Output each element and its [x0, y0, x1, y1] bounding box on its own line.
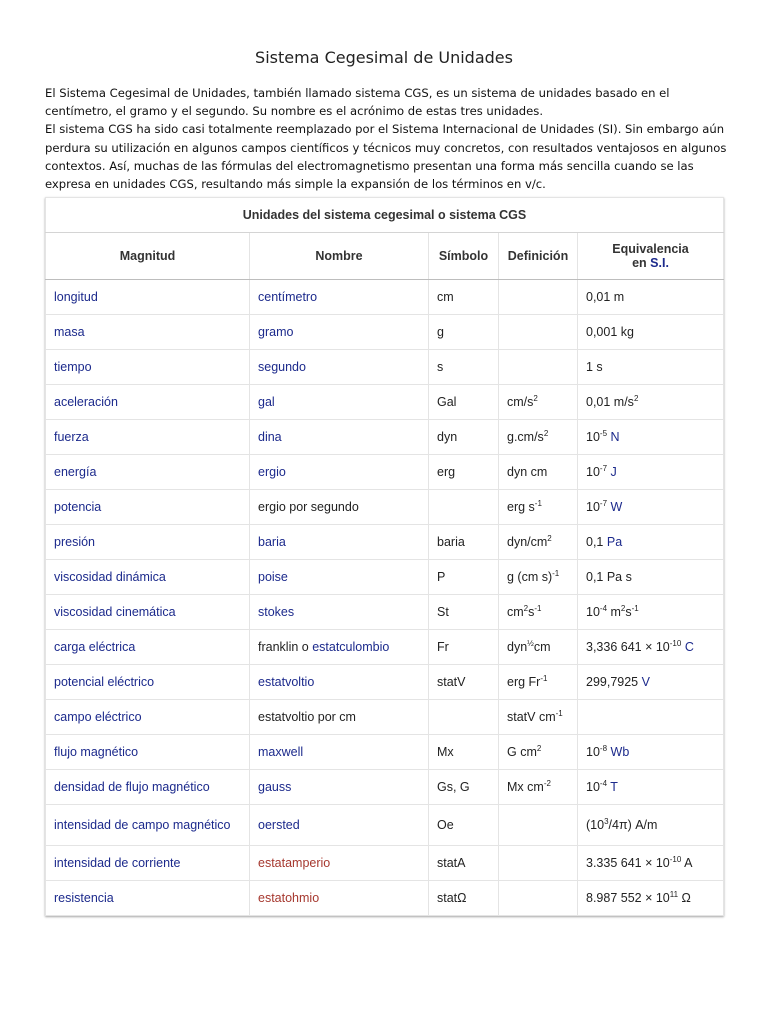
magnitud-link[interactable]: viscosidad dinámica: [54, 570, 166, 584]
cell-definicion: [499, 665, 578, 700]
definicion-text: dyn/cm: [507, 535, 548, 549]
equivalencia-superscript: -7: [599, 464, 608, 473]
si-link[interactable]: S.I.: [650, 256, 669, 270]
equivalencia-superscript: -5: [599, 429, 608, 438]
equivalencia-text: 3.335 641 × 10: [586, 856, 670, 870]
nombre-link[interactable]: maxwell: [258, 745, 304, 759]
cell-magnitud: [46, 525, 250, 560]
cell-equivalencia: [578, 315, 724, 350]
cell-definicion: [499, 490, 578, 525]
definicion-superscript: -1: [555, 709, 563, 718]
magnitud-link[interactable]: fuerza: [54, 430, 89, 444]
equivalencia-superscript: 11: [669, 890, 679, 899]
equivalencia-text: 299,7925: [586, 675, 642, 689]
cell-simbolo: Gs, G: [429, 770, 499, 805]
cell-equivalencia: [578, 770, 724, 805]
definicion-superscript: -1: [534, 604, 542, 613]
page-title: Sistema Cegesimal de Unidades: [255, 48, 513, 67]
definicion-superscript: 2: [533, 394, 538, 403]
definicion-text: dyn: [507, 640, 528, 654]
equivalencia-superscript: 2: [620, 604, 626, 613]
magnitud-link[interactable]: potencia: [54, 500, 102, 514]
definicion-text: s: [528, 605, 535, 619]
nombre-unit-link[interactable]: estatculombio: [312, 640, 390, 654]
table-row: [46, 315, 724, 350]
definicion-superscript: -1: [540, 674, 548, 683]
table-row: [46, 420, 724, 455]
nombre-link[interactable]: baria: [258, 535, 286, 549]
equivalencia-text: 10: [586, 465, 600, 479]
table-row: [46, 525, 724, 560]
cell-equivalencia: [578, 846, 724, 881]
table-row: [46, 560, 724, 595]
equivalencia-text: A: [681, 856, 693, 870]
cell-simbolo: cm: [429, 280, 499, 315]
equivalencia-text: Ω: [678, 891, 691, 905]
magnitud-link[interactable]: aceleración: [54, 395, 118, 409]
cell-equivalencia: [578, 805, 724, 846]
equivalencia-text: /4π) A/m: [608, 818, 658, 832]
nombre-link[interactable]: dina: [258, 430, 282, 444]
cell-magnitud: [46, 490, 250, 525]
cell-simbolo: [429, 490, 499, 525]
cell-magnitud: [46, 846, 250, 881]
cell-equivalencia: [578, 665, 724, 700]
definicion-text: erg Fr: [507, 675, 541, 689]
cell-equivalencia: [578, 280, 724, 315]
equivalencia-text: 10: [586, 430, 600, 444]
cell-equivalencia: [578, 350, 724, 385]
magnitud-link[interactable]: intensidad de campo magnético: [54, 818, 231, 832]
cell-nombre: [250, 770, 429, 805]
magnitud-link[interactable]: carga eléctrica: [54, 640, 136, 654]
cell-definicion: [499, 881, 578, 916]
cell-magnitud: [46, 385, 250, 420]
cell-simbolo: Fr: [429, 630, 499, 665]
equivalencia-text: 0,01 m: [586, 290, 625, 304]
nombre-link[interactable]: ergio: [258, 465, 286, 479]
cell-definicion: [499, 595, 578, 630]
magnitud-link[interactable]: viscosidad cinemática: [54, 605, 176, 619]
equivalencia-unit-link[interactable]: N: [610, 430, 620, 444]
table-row: [46, 455, 724, 490]
definicion-text: dyn cm: [507, 465, 548, 479]
definicion-text: g.cm/s: [507, 430, 544, 444]
cell-nombre: [250, 455, 429, 490]
equivalencia-text: 1 s: [586, 360, 603, 374]
cell-nombre: [250, 350, 429, 385]
definicion-superscript: 2: [547, 534, 552, 543]
nombre-link[interactable]: poise: [258, 570, 288, 584]
cell-magnitud: [46, 455, 250, 490]
magnitud-link[interactable]: intensidad de corriente: [54, 856, 181, 870]
table-row: [46, 630, 724, 665]
magnitud-link[interactable]: resistencia: [54, 891, 114, 905]
cell-definicion: [499, 385, 578, 420]
cell-magnitud: [46, 735, 250, 770]
definicion-superscript: 2: [523, 604, 529, 613]
cell-simbolo: St: [429, 595, 499, 630]
cell-magnitud: [46, 420, 250, 455]
equivalencia-text: 0,001 kg: [586, 325, 634, 339]
equivalencia-text: 10: [586, 745, 600, 759]
header-simbolo: Símbolo: [429, 233, 499, 280]
cell-magnitud: [46, 881, 250, 916]
table-row: [46, 770, 724, 805]
nombre-text: franklin o: [258, 640, 313, 654]
nombre-link[interactable]: estatvoltio: [258, 675, 315, 689]
cell-simbolo: s: [429, 350, 499, 385]
equivalencia-unit-link[interactable]: Pa: [606, 535, 623, 549]
cell-definicion: [499, 315, 578, 350]
table-body: [46, 280, 724, 916]
cell-definicion: [499, 525, 578, 560]
equivalencia-unit-link[interactable]: J: [610, 465, 617, 479]
nombre-link[interactable]: oersted: [258, 818, 300, 832]
magnitud-link[interactable]: energía: [54, 465, 97, 479]
cell-magnitud: [46, 560, 250, 595]
magnitud-link[interactable]: longitud: [54, 290, 98, 304]
cell-magnitud: [46, 595, 250, 630]
equivalencia-text: 3,336 641 × 10: [586, 640, 670, 654]
equivalencia-unit-link[interactable]: V: [641, 675, 650, 689]
equivalencia-text: 0,1: [586, 535, 607, 549]
cell-equivalencia: [578, 630, 724, 665]
definicion-text: cm: [533, 640, 551, 654]
cell-equivalencia: [578, 700, 724, 735]
equivalencia-superscript: -10: [669, 639, 682, 648]
cell-simbolo: Mx: [429, 735, 499, 770]
table-row: [46, 665, 724, 700]
header-nombre: Nombre: [250, 233, 429, 280]
equivalencia-text: 10: [586, 500, 600, 514]
definicion-superscript: -1: [552, 569, 560, 578]
table-row: [46, 881, 724, 916]
cell-definicion: [499, 735, 578, 770]
equivalencia-superscript: -8: [599, 744, 608, 753]
cell-magnitud: [46, 280, 250, 315]
cell-simbolo: statA: [429, 846, 499, 881]
nombre-new-link[interactable]: estatamperio: [258, 856, 331, 870]
equivalencia-text: 10: [586, 605, 600, 619]
header-equivalencia: [578, 233, 724, 280]
cell-definicion: [499, 350, 578, 385]
nombre-link[interactable]: gal: [258, 395, 275, 409]
cell-nombre: [250, 805, 429, 846]
equivalencia-superscript: -4: [599, 779, 608, 788]
cell-nombre: [250, 700, 429, 735]
table-row: [46, 385, 724, 420]
cell-equivalencia: [578, 735, 724, 770]
cell-equivalencia: [578, 560, 724, 595]
definicion-superscript: 2: [543, 429, 549, 438]
cell-nombre: [250, 665, 429, 700]
magnitud-link[interactable]: flujo magnético: [54, 745, 139, 759]
nombre-link[interactable]: gramo: [258, 325, 294, 339]
equivalencia-superscript: -7: [599, 499, 608, 508]
table-row: [46, 700, 724, 735]
equivalencia-superscript: -10: [669, 855, 682, 864]
magnitud-link[interactable]: tiempo: [54, 360, 92, 374]
cell-equivalencia: [578, 525, 724, 560]
header-equivalencia-en: en: [632, 256, 647, 270]
cell-nombre: [250, 385, 429, 420]
magnitud-link[interactable]: potencial eléctrico: [54, 675, 155, 689]
definicion-text: cm: [507, 605, 524, 619]
equivalencia-text: 0,01 m/s: [586, 395, 634, 409]
magnitud-link[interactable]: campo eléctrico: [54, 710, 142, 724]
equivalencia-unit-link[interactable]: C: [684, 640, 694, 654]
cell-definicion: [499, 560, 578, 595]
equivalencia-unit-link[interactable]: W: [610, 500, 623, 514]
cell-definicion: [499, 805, 578, 846]
cgs-units-table: [45, 197, 724, 916]
nombre-link[interactable]: gauss: [258, 780, 292, 794]
cell-magnitud: [46, 665, 250, 700]
equivalencia-text: s: [625, 605, 632, 619]
equivalencia-superscript: -4: [599, 604, 608, 613]
cell-equivalencia: [578, 595, 724, 630]
nombre-link[interactable]: centímetro: [258, 290, 318, 304]
cell-equivalencia: [578, 881, 724, 916]
equivalencia-unit-link[interactable]: T: [610, 780, 618, 794]
cell-nombre: [250, 525, 429, 560]
equivalencia-text: 8.987 552 × 10: [586, 891, 670, 905]
definicion-text: cm/s: [507, 395, 534, 409]
nombre-link[interactable]: stokes: [258, 605, 295, 619]
cell-nombre: [250, 280, 429, 315]
table-row: [46, 280, 724, 315]
cell-magnitud: [46, 770, 250, 805]
cell-nombre: [250, 735, 429, 770]
definicion-superscript: -2: [543, 779, 551, 788]
cell-simbolo: Oe: [429, 805, 499, 846]
cell-magnitud: [46, 350, 250, 385]
cell-simbolo: statΩ: [429, 881, 499, 916]
cell-simbolo: dyn: [429, 420, 499, 455]
cell-nombre: [250, 315, 429, 350]
cell-nombre: [250, 630, 429, 665]
equivalencia-superscript: -1: [631, 604, 639, 613]
cell-equivalencia: [578, 455, 724, 490]
definicion-superscript: 2: [536, 744, 542, 753]
cell-nombre: [250, 881, 429, 916]
cell-definicion: [499, 630, 578, 665]
cell-definicion: [499, 846, 578, 881]
magnitud-link[interactable]: presión: [54, 535, 95, 549]
definicion-superscript: -1: [534, 499, 542, 508]
cell-definicion: [499, 280, 578, 315]
cell-equivalencia: [578, 420, 724, 455]
table-row: [46, 595, 724, 630]
intro-text: [45, 84, 730, 193]
definicion-text: statV cm: [507, 710, 556, 724]
cell-magnitud: [46, 805, 250, 846]
header-magnitud: Magnitud: [46, 233, 250, 280]
cell-magnitud: [46, 315, 250, 350]
nombre-new-link[interactable]: estatohmio: [258, 891, 320, 905]
cell-equivalencia: [578, 490, 724, 525]
intro-paragraph: El Sistema Cegesimal de Unidades, también llamado sistema CGS, es un sistema de unidades basado en el centímetro, el gramo y el segundo. Su nombre es el acrónimo de estas tres unidades.: [45, 86, 670, 119]
nombre-link[interactable]: segundo: [258, 360, 306, 374]
equivalencia-text: 0,1 Pa s: [586, 570, 632, 584]
equivalencia-superscript: 2: [633, 394, 639, 403]
definicion-text: erg s: [507, 500, 535, 514]
definicion-text: g (cm s): [507, 570, 553, 584]
table-row: [46, 735, 724, 770]
cell-nombre: [250, 846, 429, 881]
cell-definicion: [499, 420, 578, 455]
cell-nombre: [250, 420, 429, 455]
definicion-superscript: ½: [527, 639, 534, 648]
cell-nombre: [250, 490, 429, 525]
header-equivalencia-label: Equivalencia: [612, 242, 689, 256]
cell-simbolo: Gal: [429, 385, 499, 420]
cell-definicion: [499, 455, 578, 490]
equivalencia-superscript: 3: [604, 817, 609, 826]
cell-equivalencia: [578, 385, 724, 420]
header-definicion: Definición: [499, 233, 578, 280]
equivalencia-unit-link[interactable]: Wb: [610, 745, 630, 759]
table-row: [46, 350, 724, 385]
cell-simbolo: statV: [429, 665, 499, 700]
definicion-text: G cm: [507, 745, 537, 759]
cell-nombre: [250, 560, 429, 595]
cell-magnitud: [46, 630, 250, 665]
cell-simbolo: [429, 700, 499, 735]
magnitud-link[interactable]: densidad de flujo magnético: [54, 780, 210, 794]
nombre-text: ergio por segundo: [258, 500, 359, 514]
table-row: [46, 490, 724, 525]
intro-paragraph: El sistema CGS ha sido casi totalmente reemplazado por el Sistema Internacional de Unidades (SI). Sin embargo aún perdura su utilización en algunos campos científicos y técnicos muy concretos, con resultados ventajosos en algunos contextos. Así, muchas de las fórmulas del electromagnetismo presentan una forma más sencilla cuando se las expresa en unidades CGS, resultando más simple la expansión de los términos en v/c.: [45, 122, 727, 192]
table-caption: Unidades del sistema cegesimal o sistema CGS: [46, 198, 724, 233]
cell-definicion: [499, 770, 578, 805]
nombre-text: estatvoltio por cm: [258, 710, 356, 724]
cell-definicion: [499, 700, 578, 735]
table-row: [46, 846, 724, 881]
cell-simbolo: P: [429, 560, 499, 595]
cell-magnitud: [46, 700, 250, 735]
equivalencia-text: 10: [586, 780, 600, 794]
definicion-text: Mx cm: [507, 780, 544, 794]
cell-simbolo: g: [429, 315, 499, 350]
table-row: [46, 805, 724, 846]
cell-nombre: [250, 595, 429, 630]
equivalencia-text: m: [607, 605, 621, 619]
cell-simbolo: erg: [429, 455, 499, 490]
equivalencia-text: (10: [586, 818, 605, 832]
magnitud-link[interactable]: masa: [54, 325, 85, 339]
cell-simbolo: baria: [429, 525, 499, 560]
